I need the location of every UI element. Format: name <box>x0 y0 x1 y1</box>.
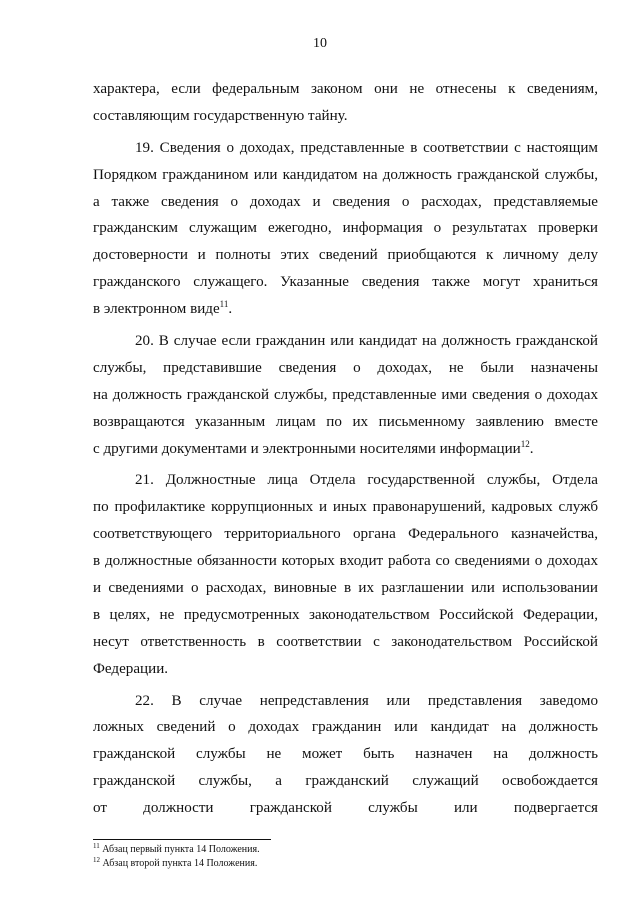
footnote-text: Абзац второй пункта 14 Положения. <box>102 857 258 869</box>
text-line: а также сведения о доходах и сведения о расходах, представляемые <box>93 193 598 210</box>
text-line: несут ответственность в соответствии с законодательством Российской <box>93 633 598 650</box>
page-number: 10 <box>313 36 327 51</box>
footnote-11 <box>93 843 598 857</box>
text-line: гражданской службы, а гражданский служащий освобождается <box>93 773 598 790</box>
text-line: на должность гражданской службы, представленные ими сведения о доходах <box>93 386 598 403</box>
text-fragment: с другими документами и электронными носителями информации <box>93 440 521 457</box>
text-line: 22. В случае непредставления или представления заведомо <box>135 692 598 709</box>
text-fragment: . <box>228 301 233 318</box>
footnote-mark: 12 <box>93 855 100 864</box>
paragraph-22 <box>93 688 598 822</box>
text-line: от должности гражданской службы или подвергается <box>93 800 598 817</box>
footnote-separator <box>93 839 271 840</box>
text-line: Федерации. <box>93 660 169 677</box>
text-line: возвращаются указанным лицам по их письменному заявлению вместе <box>93 413 598 430</box>
footnote-text: Абзац первый пункта 14 Положения. <box>102 844 260 855</box>
text-line: ложных сведений о доходах гражданин или кандидат на должность <box>93 719 598 736</box>
text-line: гражданским служащим ежегодно, информация о результатах проверки <box>93 220 598 237</box>
text-line: 19. Сведения о доходах, представленные в соответствии с настоящим <box>135 139 598 156</box>
text-line: в должностные обязанности которых входит работа со сведениями о доходах <box>93 553 598 570</box>
text-line: составляющим государственную тайну. <box>93 107 348 124</box>
text-line-with-footnote <box>93 296 598 323</box>
text-line: характера, если федеральным законом они не отнесены к сведениям, <box>93 81 598 97</box>
text-line: достоверности и полноты этих сведений приобщаются к личному делу <box>93 247 598 264</box>
text-fragment: . <box>529 440 534 457</box>
text-line: службы, представившие сведения о доходах, не были назначены <box>93 359 598 376</box>
paragraph-19 <box>93 135 598 323</box>
text-line: гражданского служащего. Указанные сведения также могут храниться <box>93 274 598 291</box>
paragraph-20 <box>93 328 598 462</box>
text-line: 21. Должностные лица Отдела государственной службы, Отдела <box>135 472 598 489</box>
footnote-mark: 11 <box>93 842 100 850</box>
footnotes <box>93 843 598 870</box>
text-line: и сведениями о расходах, виновные в их разглашении или использовании <box>93 580 598 597</box>
footnote-reference[interactable]: 12 <box>520 438 530 449</box>
text-fragment: в электронном виде <box>93 301 220 318</box>
body-text <box>93 76 598 827</box>
footnote-12 <box>93 857 598 871</box>
text-line: по профилактике коррупционных и иных правонарушений, кадровых служб <box>93 499 598 516</box>
text-line: соответствующего территориального органа Федерального казначейства, <box>93 526 598 543</box>
paragraph-21 <box>93 467 598 682</box>
text-line: Порядком гражданином или кандидатом на должность гражданской службы, <box>93 166 598 183</box>
text-line-with-footnote <box>93 436 598 463</box>
text-line: 20. В случае если гражданин или кандидат на должность гражданской <box>135 333 598 350</box>
footnote-reference[interactable]: 11 <box>219 299 229 310</box>
text-line: в целях, не предусмотренных законодательством Российской Федерации, <box>93 606 598 623</box>
paragraph-continuation <box>93 76 598 130</box>
text-line: гражданской службы не может быть назначен на должность <box>93 746 598 763</box>
